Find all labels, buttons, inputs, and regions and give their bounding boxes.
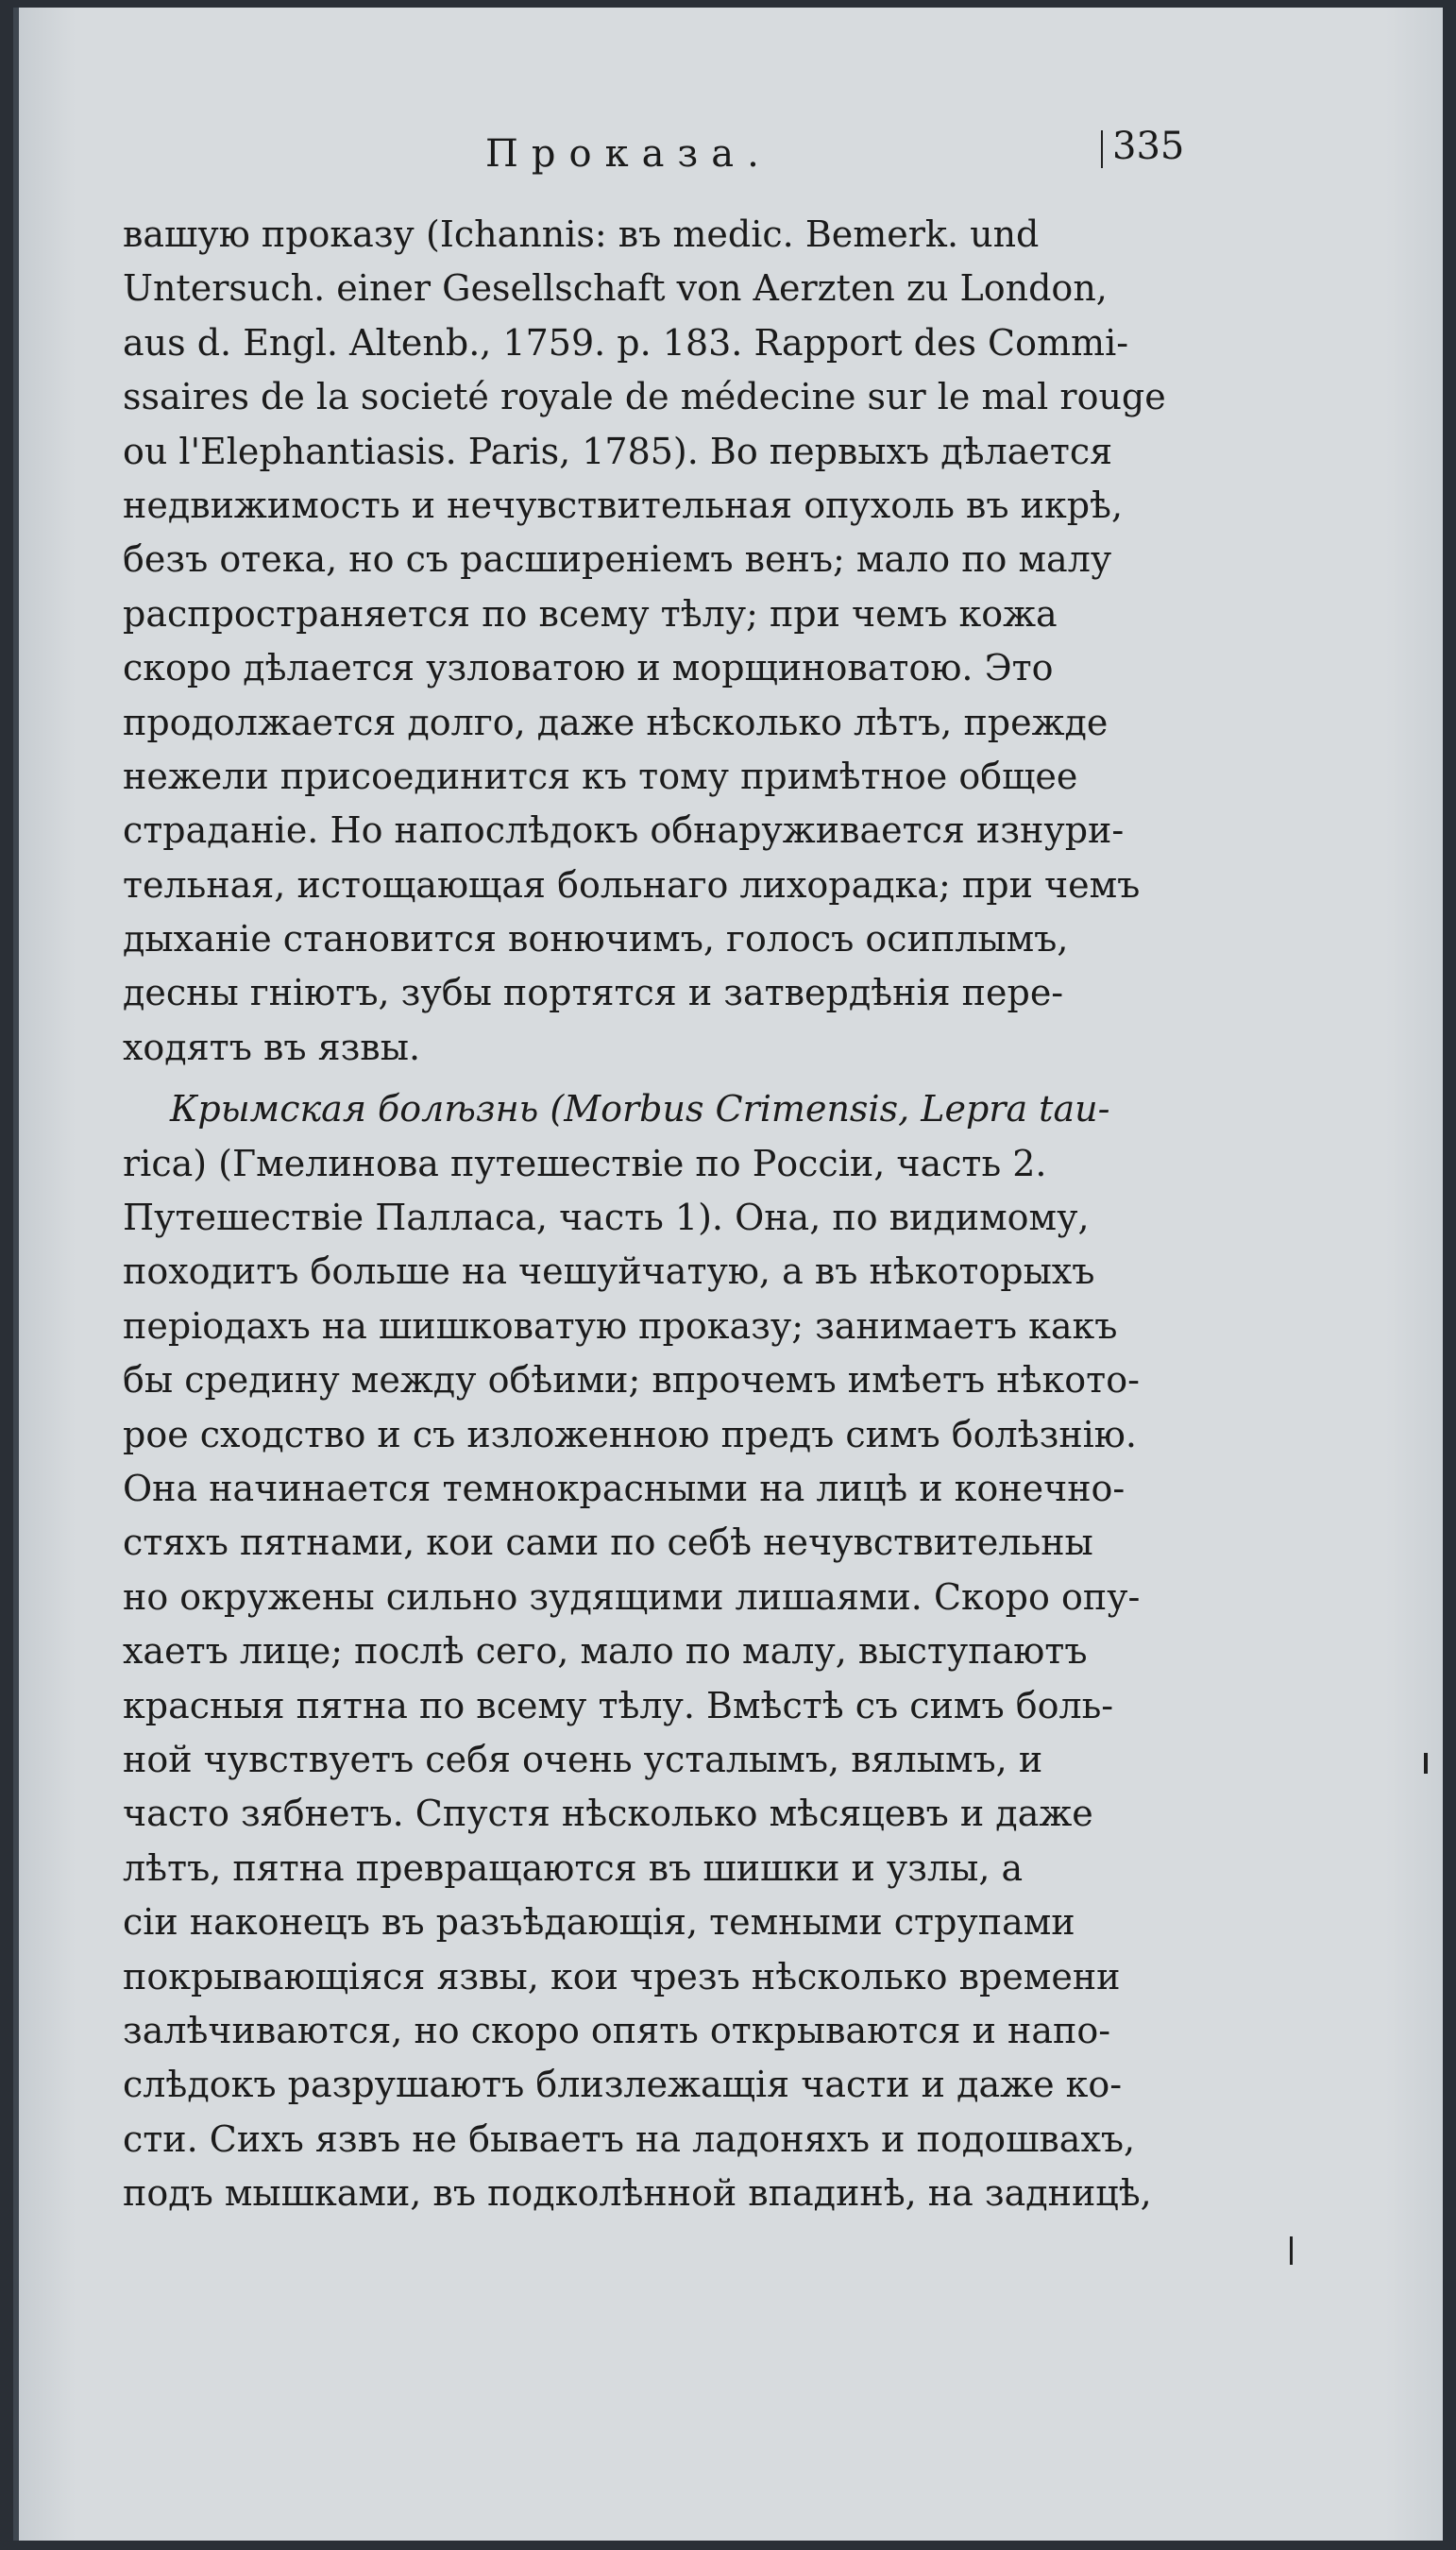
paragraph-1 bbox=[123, 208, 1246, 1075]
text-line: бы средину между обѣими; впрочемъ имѣетъ нѣкото- bbox=[123, 1359, 1140, 1402]
ink-mark bbox=[1424, 1753, 1428, 1774]
text-line: Путешествіе Палласа, часть 1). Она, по видимому, bbox=[123, 1197, 1090, 1239]
body-text bbox=[123, 208, 1246, 2220]
page-number: 335 bbox=[1112, 125, 1185, 168]
text-line: дыханіе становится вонючимъ, голосъ осиплымъ, bbox=[123, 918, 1069, 960]
text-line: страданіе. Но напослѣдокъ обнаруживается изнури- bbox=[123, 809, 1125, 852]
text-line: часто зябнетъ. Спустя нѣсколько мѣсяцевъ и даже bbox=[123, 1793, 1093, 1835]
text-line: ssaires de la societé royale de médecine sur le mal rouge bbox=[123, 376, 1166, 418]
text-line: rica) (Гмелинова путешествіе по Россіи, часть 2. bbox=[123, 1142, 1047, 1184]
text-line: походитъ больше на чешуйчатую, а въ нѣкоторыхъ bbox=[123, 1250, 1095, 1293]
book-page bbox=[13, 8, 1443, 2541]
text-line: рое сходство и съ изложенною предъ симъ болѣзнію. bbox=[123, 1413, 1137, 1455]
text-line: скоро дѣлается узловатою и морщиноватою. Это bbox=[123, 647, 1054, 689]
ink-mark bbox=[1290, 2236, 1293, 2265]
text-line: Она начинается темнокрасными на лицѣ и конечно- bbox=[123, 1467, 1126, 1509]
text-line: распространяется по всему тѣлу; при чемъ кожа bbox=[123, 592, 1058, 635]
text-line: продолжается долго, даже нѣсколько лѣтъ, прежде bbox=[123, 701, 1109, 743]
text-line: тельная, истощающая больнаго лихорадка; при чемъ bbox=[123, 863, 1141, 906]
text-line: недвижимость и нечувствительная опухоль въ икрѣ, bbox=[123, 484, 1124, 526]
paragraph-2 bbox=[123, 1082, 1246, 2220]
text-line: ou l'Elephantiasis. Paris, 1785). Во первыхъ дѣлается bbox=[123, 430, 1113, 472]
text-line: стяхъ пятнами, кои сами по себѣ нечувствительны bbox=[123, 1522, 1093, 1564]
text-line: нежели присоединится къ тому примѣтное общее bbox=[123, 755, 1078, 797]
text-line: aus d. Engl. Altenb., 1759. p. 183. Rapport des Commi- bbox=[123, 321, 1129, 364]
text-line: Крымская болѣзнь (Morbus Crimensis, Lepra tau- bbox=[170, 1088, 1110, 1130]
text-line: покрывающіяся язвы, кои чрезъ нѣсколько времени bbox=[123, 1955, 1121, 1998]
text-line: ной чувствуетъ себя очень усталымъ, вялымъ, и bbox=[123, 1738, 1043, 1780]
text-line: сти. Сихъ язвъ не бываетъ на ладоняхъ и подошвахъ, bbox=[123, 2117, 1136, 2160]
text-line: Untersuch. einer Gesellschaft von Aerzten zu London, bbox=[123, 267, 1108, 310]
text-line: залѣчиваются, но скоро опять открываются и напо- bbox=[123, 2009, 1111, 2051]
text-line: періодахъ на шишковатую проказу; занимаетъ какъ bbox=[123, 1304, 1118, 1347]
text-line: но окружены сильно зудящими лишаями. Скоро опу- bbox=[123, 1575, 1141, 1618]
text-line: безъ отека, но съ расширеніемъ венъ; мало по малу bbox=[123, 538, 1112, 581]
text-line: вашую проказу (Ichannis: въ medic. Bemerk. und bbox=[123, 213, 1040, 255]
text-line: ходятъ въ язвы. bbox=[123, 1026, 421, 1068]
text-line: красныя пятна по всему тѣлу. Вмѣстѣ съ симъ боль- bbox=[123, 1684, 1114, 1726]
text-line: лѣтъ, пятна превращаются въ шишки и узлы, а bbox=[123, 1846, 1024, 1889]
text-line: хаетъ лице; послѣ сего, мало по малу, выступаютъ bbox=[123, 1630, 1088, 1673]
text-line: сіи наконецъ въ разъѣдающія, темными струпами bbox=[123, 1901, 1075, 1944]
text-line: подъ мышками, въ подколѣнной впадинѣ, на задницѣ, bbox=[123, 2172, 1152, 2215]
text-line: десны гніютъ, зубы портятся и затвердѣнія пере- bbox=[123, 972, 1064, 1014]
running-head: Проказа. bbox=[485, 132, 772, 176]
text-line: слѣдокъ разрушаютъ близлежащія части и даже ко- bbox=[123, 2064, 1123, 2106]
